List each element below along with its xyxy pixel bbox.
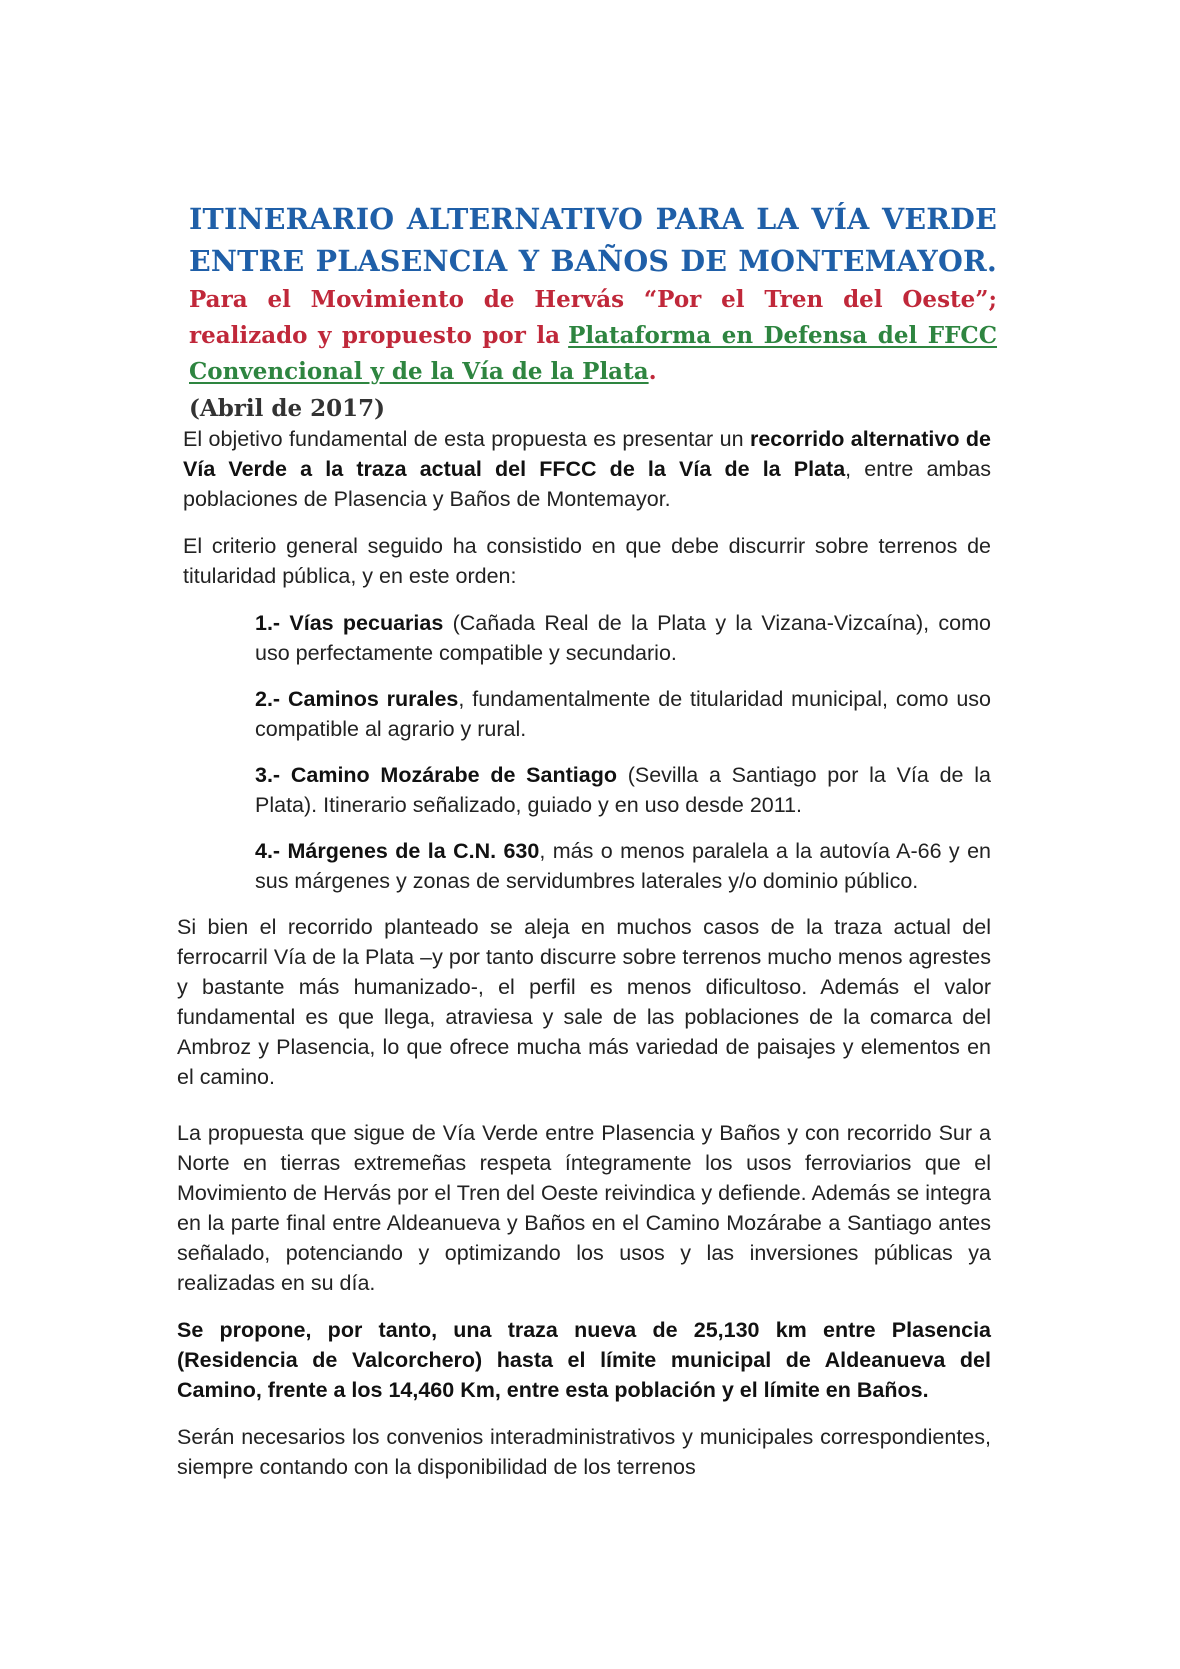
list-item-text: , fundamentalmente de titularidad municipal, como uso compatible al agrario y rural. bbox=[255, 687, 991, 741]
list-item-text: (Sevilla a Santiago por la Vía de la Plata). Itinerario señalizado, guiado y en uso desde 2011. bbox=[255, 763, 991, 817]
document-date: (Abril de 2017) bbox=[189, 395, 386, 422]
list-item-heading: 4.- Márgenes de la C.N. 630 bbox=[255, 839, 540, 863]
list-item-heading: 2.- Caminos rurales bbox=[255, 687, 459, 711]
paragraph-agreements: Serán necesarios los convenios interadministrativos y municipales correspondientes, siempre contando con la disponibilidad de los terrenos bbox=[177, 1425, 991, 1479]
paragraph-text: , entre ambas poblaciones de Plasencia y Baños de Montemayor. bbox=[183, 457, 991, 511]
criteria-list bbox=[255, 608, 991, 896]
list-item-text: (Cañada Real de la Plata y la Vizana-Vizcaína), como uso perfectamente compatible y secundario. bbox=[255, 611, 991, 665]
document-title-block bbox=[189, 198, 997, 428]
list-item bbox=[255, 684, 991, 744]
paragraph-criteria: El criterio general seguido ha consistido en que debe discurrir sobre terrenos de titularidad pública, y en este orden: bbox=[183, 534, 991, 588]
paragraph-bold-text: Se propone, por tanto, una traza nueva de 25,130 km entre Plasencia (Residencia de Valcorchero) hasta el límite municipal de Aldeanueva del Camino, frente a los 14,460 Km, entre esta población y el límite en Baños. bbox=[177, 1318, 991, 1402]
paragraph-proposal: La propuesta que sigue de Vía Verde entre Plasencia y Baños y con recorrido Sur a Norte en tierras extremeñas respeta íntegramente los usos ferroviarios que el Movimiento de Hervás por el Tren del Oeste reivindica y defiende. Además se integra en la parte final entre Aldeanueva y Baños en el Camino Mozárabe a Santiago antes señalado, potenciando y optimizando los usos y las inversiones públicas ya realizadas en su día. bbox=[177, 1121, 991, 1295]
list-item-heading: 1.- Vías pecuarias bbox=[255, 611, 444, 635]
document-title: ITINERARIO ALTERNATIVO PARA LA VÍA VERDE ENTRE PLASENCIA Y BAÑOS DE MONTEMAYOR. bbox=[189, 202, 997, 278]
list-item bbox=[255, 760, 991, 820]
platform-link[interactable]: Plataforma en Defensa del FFCC Convencional y de la Vía de la Plata bbox=[189, 322, 998, 385]
paragraph-bold-text: recorrido alternativo de Vía Verde a la traza actual del FFCC de la Vía de la Plata bbox=[183, 427, 991, 481]
list-item bbox=[255, 836, 991, 896]
list-item-heading: 3.- Camino Mozárabe de Santiago bbox=[255, 763, 617, 787]
paragraph-objective bbox=[183, 424, 991, 514]
paragraph-conclusion bbox=[177, 1315, 991, 1405]
paragraph-route-description: Si bien el recorrido planteado se aleja en muchos casos de la traza actual del ferrocarril Vía de la Plata –y por tanto discurre sobre terrenos mucho menos agrestes y bastante más humanizado-, el perfil es menos dificultoso. Además el valor fundamental es que llega, atraviesa y sale de las poblaciones de la comarca del Ambroz y Plasencia, lo que ofrece mucha más variedad de paisajes y elementos en el camino. bbox=[177, 915, 991, 1089]
document-subtitle: Para el Movimiento de Hervás “Por el Tren del Oeste”; realizado y propuesto por la bbox=[189, 286, 997, 349]
paragraph-text: El objetivo fundamental de esta propuesta es presentar un bbox=[183, 427, 750, 451]
subtitle-period: . bbox=[648, 358, 657, 385]
list-item bbox=[255, 608, 991, 668]
list-item-text: , más o menos paralela a la autovía A-66 y en sus márgenes y zonas de servidumbres laterales y/o dominio público. bbox=[255, 839, 991, 893]
document-body bbox=[177, 424, 991, 1499]
